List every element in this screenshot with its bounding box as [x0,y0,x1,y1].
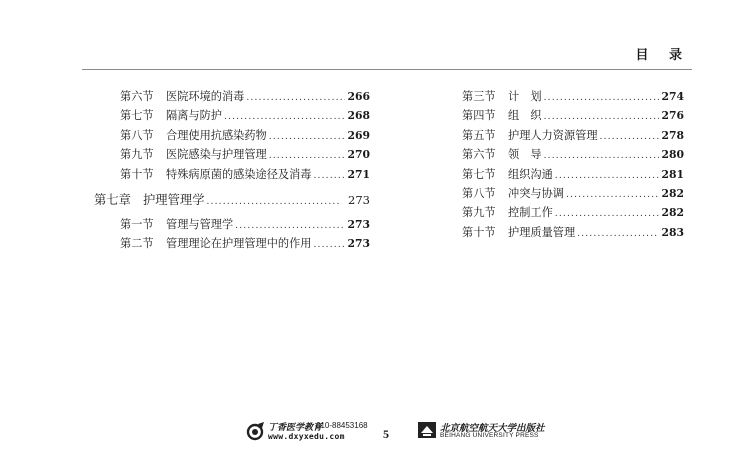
toc-section-number: 第七章 [94,192,131,207]
toc-section-number: 第二节 [120,237,154,251]
toc-dot-leader [269,151,346,161]
toc-dot-leader [269,132,346,142]
toc-dot-leader [313,171,345,181]
toc-entry-title: 合理使用抗感染药物 [166,128,267,142]
toc-dot-leader [544,112,660,122]
dxy-logo-icon [246,421,266,441]
toc-entry-title: 计 划 [508,90,542,103]
toc-page-number: 268 [347,109,370,123]
toc-dot-leader [246,93,345,103]
toc-section-number: 第三节 [462,90,496,103]
toc-section-entry [436,185,684,204]
toc-entry-title: 特殊病原菌的感染途径及消毒 [166,167,312,181]
toc-page-number: 273 [348,192,370,207]
toc-page-number: 269 [347,128,370,142]
header-divider [82,69,692,70]
toc-entry-title: 控制工作 [508,206,553,220]
toc-section-number: 第八节 [120,128,154,142]
toc-dot-leader [555,171,660,181]
toc-page-number: 282 [661,206,684,220]
toc-section-number: 第五节 [462,128,496,142]
toc-section-entry [94,88,370,107]
toc-entry-title: 管理与管理学 [166,217,234,231]
toc-entry-title: 组 织 [508,109,542,123]
toc-section-number: 第十节 [120,167,154,181]
toc-section-number: 第八节 [462,186,496,200]
toc-left-column [94,88,370,255]
dxy-logo-name: 丁香医学教育 [268,423,323,433]
toc-dot-leader [600,132,660,142]
toc-section-entry [94,235,370,254]
toc-section-number: 第六节 [120,90,154,103]
buaa-press-name: 北京航空航天大学出版社 [440,423,545,434]
toc-entry-title: 护理人力资源管理 [508,128,598,142]
toc-entry-title: 医院环境的消毒 [166,90,245,103]
toc-section-entry [436,88,684,107]
toc-page-number: 266 [347,90,370,103]
toc-entry-title: 管理理论在护理管理中的作用 [166,237,312,251]
toc-dot-leader [224,112,346,122]
toc-section-entry [94,146,370,165]
page-number: 5 [383,427,389,441]
toc-entry-title: 冲突与协调 [508,186,564,200]
toc-section-number: 第九节 [120,148,154,162]
buaa-press-english: BEIHANG UNIVERSITY PRESS [440,432,539,439]
toc-entry-title: 领 导 [508,148,542,162]
toc-page-number: 278 [661,128,684,142]
toc-page-number: 280 [661,148,684,162]
toc-page-number: 281 [661,167,684,181]
toc-dot-leader [577,229,659,239]
dxy-phone: 010-88453168 [316,421,368,430]
page-footer [0,420,750,460]
toc-section-entry [436,204,684,223]
toc-page-number: 274 [661,90,684,103]
toc-right-column [436,88,684,243]
toc-section-entry [94,166,370,185]
toc-section-number: 第一节 [120,217,154,231]
toc-page-number: 273 [347,237,370,251]
toc-dot-leader [544,151,660,161]
toc-section-entry [94,216,370,235]
toc-section-entry [436,224,684,243]
toc-section-entry [436,127,684,146]
publisher-logo-dxy [246,420,371,444]
toc-dot-leader [207,197,341,207]
toc-dot-leader [235,221,345,231]
toc-page-number: 273 [347,217,370,231]
toc-entry-title: 医院感染与护理管理 [166,148,267,162]
toc-section-number: 第七节 [120,109,154,123]
toc-entry-title: 护理管理学 [143,192,205,207]
toc-entry-title: 隔离与防护 [166,109,222,123]
toc-dot-leader [566,190,660,200]
toc-section-number: 第九节 [462,206,496,220]
toc-section-entry [436,146,684,165]
toc-page-number: 271 [347,167,370,181]
toc-section-entry [436,107,684,126]
toc-section-entry [94,127,370,146]
toc-section-number: 第六节 [462,148,496,162]
toc-chapter-entry [94,190,370,210]
toc-section-entry [436,166,684,185]
toc-dot-leader [555,209,660,219]
toc-entry-title: 护理质量管理 [508,225,576,239]
dxy-url: www.dxyxedu.com [268,432,345,441]
toc-section-number: 第十节 [462,225,496,239]
toc-page-number: 283 [661,225,684,239]
toc-dot-leader [313,240,345,250]
publisher-logo-buaa [418,420,568,444]
page-header-title: 目 录 [635,48,690,63]
toc-section-number: 第四节 [462,109,496,123]
toc-page-number: 270 [347,148,370,162]
toc-entry-title: 组织沟通 [508,167,553,181]
buaa-press-logo-icon [418,422,436,438]
toc-page-number: 276 [661,109,684,123]
toc-section-entry [94,107,370,126]
toc-page-number: 282 [661,186,684,200]
toc-dot-leader [544,93,660,103]
toc-section-number: 第七节 [462,167,496,181]
